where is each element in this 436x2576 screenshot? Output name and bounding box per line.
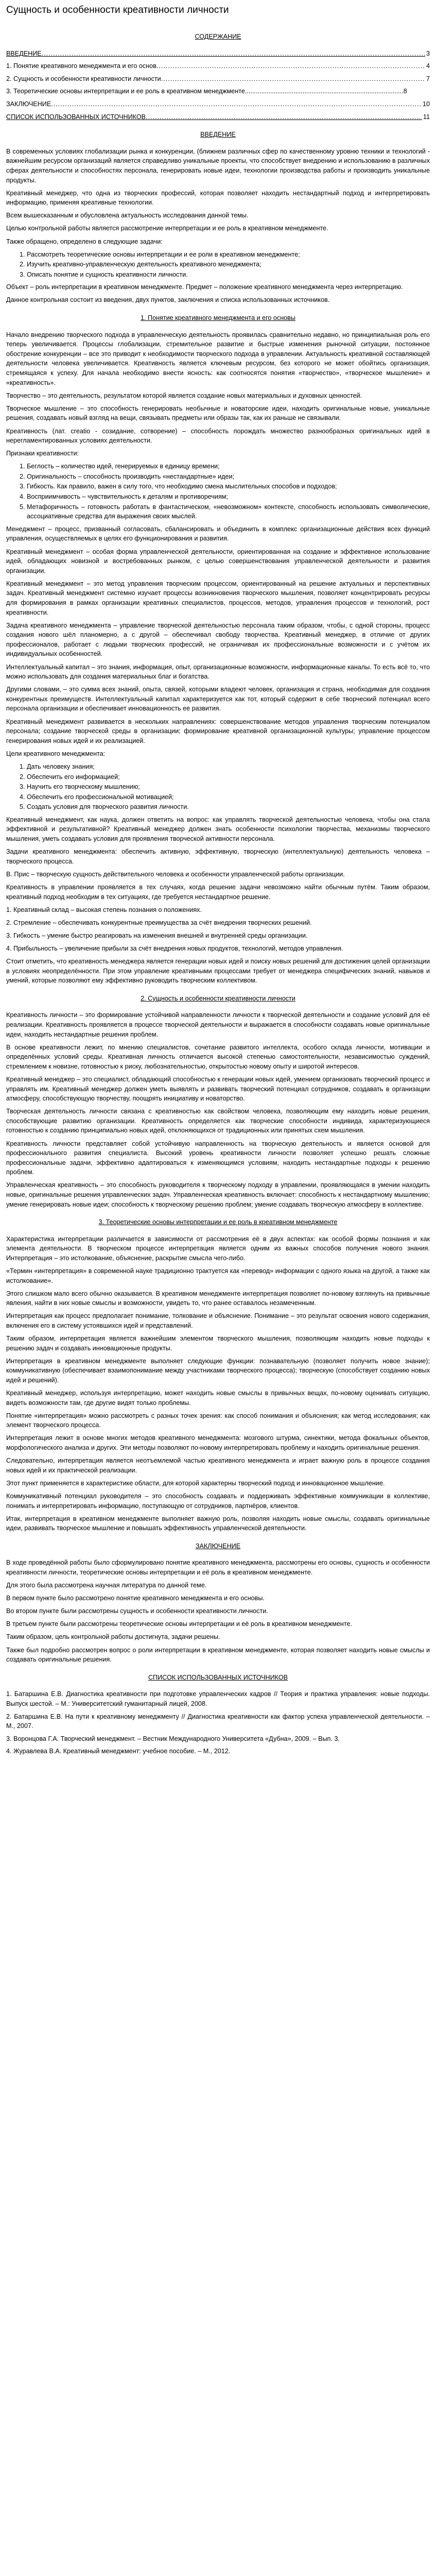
list-item: 5. Создать условия для творческого развития личности. [27,802,430,812]
paragraph: Интеллектуальный капитал – это знания, информация, опыт, организационные возможности, информационные каналы. То есть всё то, что можно использовать для создания материальных благ и богатства. [6,663,430,681]
paragraph: Стоит отметить, что креативность менеджера является генерации новых идей и поиску новых решений для достижения целей организации в условиях неопределённости. При этом управление креативными процессами требует от менеджера специфических знаний, навыков и умений, которые позволяют ему эффективно руководить творческим коллективом. [6,958,430,985]
list-item: 2. Обеспечить его информацией; [27,772,430,782]
paragraph: Креативность в управлении проявляется в тех случаях, когда решение задачи невозможно найти обычным путём. Таким образом, креативный подход необходим в тех ситуациях, где требуется нестандартное решение. [6,883,430,901]
document-body [0,32,436,1756]
list-item: 1. Беглость – количество идей, генерируемых в единицу времени; [27,462,430,471]
paragraph: Креативность личности представляет собой устойчивую направленность на творческую деятельность и является основой для профессионального развития специалиста. Высокий уровень креативности личности позволяет успешно решать сложные профессиональные задачи, эффективно адаптироваться к изменяющимся условиям, находить нестандартные подходы к решению проблем. [6,1140,430,1176]
paragraph: В третьем пункте были рассмотрены теоретические основы интерпретации и её роль в креативном менеджменте. [6,1620,352,1628]
list-item: 4. Восприимчивость – чувствительность к деталям и противоречиям; [27,492,430,502]
paragraph: «Термин «интерпретация» в современной науке традиционно трактуется как «перевод» информации с одного языка на другой, а также как истолкование». [6,1267,430,1284]
paragraph: 2. Стремление – обеспечивать конкурентные преимущества за счёт внедрения творческих решений. [6,919,312,926]
paragraph: Креативность (лат. creatio - созидание, сотворение) – способность порождать множество разнообразных оригинальных идей в нерегламентированных условиях деятельности. [6,427,430,445]
task-list [6,250,430,280]
section-heading-intro: ВВЕДЕНИЕ [200,131,236,139]
paragraph: Креативный менеджер, что одна из творческих профессий, которая позволяет находить нестандартный подход и интерпретировать информацию, применяя креативные технологии. [6,189,430,207]
paragraph: Интерпретация как процесс предполагает понимание, толкование и объяснение. Понимание – это результат освоения нового содержания, включения его в систему устоявшихся идей и представлений. [6,1312,430,1329]
paragraph: Творчество – это деятельность, результатом которой является создание новых материальных и духовных ценностей. [6,392,362,399]
section-heading-references: СПИСОК ИСПОЛЬЗОВАННЫХ ИСТОЧНИКОВ [148,1673,288,1681]
toc-row[interactable]: 1. Понятие креативного менеджмента и его основ ..... 4 [6,61,430,71]
list-item: 3. Гибкость. Как правило, важен в силу того, что необходимо смена мыслительных способов и подходов; [27,482,430,492]
signs-list [6,462,430,521]
toc-row[interactable]: СПИСОК ИСПОЛЬЗОВАННЫХ ИСТОЧНИКОВ ..... 11 [6,112,430,122]
paragraph: Целью контрольной работы является рассмотрение интерпретации и ее роль в креативном менеджменте. [6,225,328,232]
section-heading-1: 1. Понятие креативного менеджмента и его основы [141,314,295,322]
paragraph: Творческая деятельность личности связана с креативностью как свойством человека, позволяющим ему находить новые решения, способствующие развитию организации. Креативность определяется как творческие способности индивида, характеризующиеся готовностью к созданию принципиально новых идей, отклоняющихся от традиционных или принятых схем мышления. [6,1108,430,1134]
paragraph: 1. Креативный склад – высокая степень познания о положениях. [6,906,202,913]
paragraph: Креативный менеджмент – особая форма управленческой деятельности, ориентированная на создание и эффективное использование идей, обладающих новизной и востребованных рынком, с целью совершенствования управленческой деятельности и развития организации. [6,548,430,574]
section-heading-2: 2. Сущность и особенности креативности личности [141,994,295,1002]
paragraph: Таким образом, интерпретация является важнейшим элементом творческого мышления, позволяющим находить новые подходы к решению задач и создавать инновационные продукты. [6,1335,430,1352]
toc-row[interactable]: ВВЕДЕНИЕ ..... 3 [6,49,430,59]
paragraph: Понятие «интерпретация» можно рассмотреть с разных точек зрения: как способ понимания и объяснения; как метод исследования; как элемент творческого процесса. [6,1412,430,1429]
goals-list [6,762,430,812]
paragraph: Креативный менеджер, используя интерпретацию, может находить новые смыслы в привычных вещах, по-новому оценивать ситуацию, видеть возможности там, где другие видят только проблемы. [6,1389,430,1406]
paragraph: В современных условиях глобализации рынка и конкуренции, (ближнем различных сфер по качественному уровню техники и технологий - важнейшим ресурсом организаций является справедливо уникальные проекты, что способствует внедрению и использованию в различных сферах деятельности и способностях персонала, генерировать новые идеи, технологии производства работы и производить уникальные продукты. [6,147,430,184]
reference-item: 4. Журавлева В.А. Креативный менеджмент: учебное пособие. – М., 2012. [6,1748,231,1755]
paragraph: Этого слишком мало всего обычно оказывается. В креативном менеджменте интерпретация позволяет по-новому взглянуть на привычные явления, найти в них новые смыслы и возможности, увидеть то, что ранее оставалось незамеченным. [6,1290,430,1307]
toc-row[interactable]: ЗАКЛЮЧЕНИЕ ..... 10 [6,99,430,109]
paragraph: Креативный менеджмент развивается в нескольких направлениях: совершенствование методов управления творческим потенциалом персонала; создание творческой среды в организации; формирование креативной организационной культуры; управление процессом генерирования новых идей и их реализацией. [6,718,430,744]
paragraph: Задачи креативного менеджмента: обеспечить активную, эффективную, творческую (интеллектуальную) деятельность человека – творческого процесса. [6,848,430,865]
paragraph: В ходе проведённой работы было сформулировано понятие креативного менеджмента, рассмотрены его основы, сущность и особенности креативности личности, теоретические основы интерпретации и её роль в креативном менеджменте. [6,1559,430,1576]
reference-item: 2. Батаршина Е.В. На пути к креативному менеджменту // Диагностика креативности как фактор успеха управленческой деятельности. – М., 2007. [6,1713,430,1730]
paragraph: Менеджмент – процесс, призванный согласовать, сбалансировать и объединить в комплекс организационные действия всех функций управления, осуществляемых в целях его функционирования и развития. [6,525,430,543]
list-item: 1. Дать человеку знания; [27,762,430,772]
section-heading-conclusion: ЗАКЛЮЧЕНИЕ [195,1542,241,1550]
paragraph: Управленческая креативность – это способность руководителя к творческому подходу в управлении, проявляющаяся в умении находить новые, оригинальные решения управленческих задач. Управленческая креативность включает: способность к нестандартному мышлению; умение генерировать новые идеи; способность к творческому решению проблем; умение создавать творческую атмосферу в коллективе. [6,1181,430,1208]
list-item: 2. Изучить креативно-управленческую деятельность креативного менеджмента; [27,260,430,269]
paragraph: Интерпретация лежит в основе многих методов креативного менеджмента: мозгового штурма, синектики, метода фокальных объектов, морфологического анализа и других. Эти методы позволяют по-новому интерпретировать проблему и находить оригинальные решения. [6,1434,430,1452]
reference-item: 3. Воронцова Г.А. Творческий менеджмент. – Вестник Международного Университета «Дубна», 2009. – Вып. 3. [6,1735,340,1742]
paragraph: Начало внедрению творческого подхода в управленческую деятельность проявилась сравнительно недавно, но принципиальная роль его теперь увеличивается. Процессы глобализации, стремительное развитие и быстрые изменения рыночной ситуации, постоянное обострение конкуренции – все это приводит к необходимости творческого подхода в управлении. Актуальность креативной составляющей деятельности человека увеличивается. Креативность является ключевым ресурсом, без которого не может обойтись организация, стремящаяся к успеху. Для начала необходимо внести ясность: как соотносятся понятия «творчество», «творческое мышление» и «креативность». [6,331,430,386]
toc-heading: СОДЕРЖАНИЕ [195,33,241,40]
paragraph: Объект – роль интерпретации в креативном менеджменте. Предмет – положение креативного менеджмента через интерпретацию. [6,283,403,291]
paragraph: 3. Гибкость – умение быстро реагировать на изменения внешней и внутренней среды организации. [6,931,308,939]
paragraph: Творческое мышление – это способность генерировать необычные и новаторские идеи, находить оригинальные новые, уникальные решения, создавать новый взгляд на вещи, связывать предметы или образы так, как их раньше не связывали. [6,404,430,422]
paragraph: Во втором пункте были рассмотрены сущность и особенности креативности личности. [6,1607,268,1615]
paragraph: Также обращено, определено в следующие задачи: [6,238,163,245]
paragraph: Креативный менеджмент, как наука, должен ответить на вопрос: как управлять творческой деятельностью человека, чтобы она стала эффективной и результативной? Креативный менеджер должен знать особенности психологии творчества, механизмы творческого мышления, уметь создавать условия для проявления творческой активности персонала. [6,816,430,843]
paragraph: Для этого была рассмотрена научная литература по данной теме. [6,1582,207,1589]
paragraph: Креативный менеджмент – это метод управления творческим процессом, ориентированный на решение актуальных и перспективных задач. Креативный менеджмент системно изучает процессы возникновения творческого мышления, позволяет концентрировать ресурсы для формирования в рамках организации креативных специалистов, процессов, методов, управления процессов и технологий, рост креативности. [6,580,430,616]
paragraph: Следовательно, интерпретация является неотъемлемой частью креативного менеджмента и играет важную роль в процессе создания новых идей и их практической реализации. [6,1457,430,1474]
paragraph: Задача креативного менеджмента – управление творческой деятельностью персонала таким образом, чтобы, с одной стороны, процесс создания нового шёл планомерно, а с другой – обеспечивал свободу творчества. Креативный менеджер, в отличие от других профессионалов, работает с людьми творческих профессий, не ограничивая их профессиональные возможности и с учётом их индивидуальных особенностей. [6,621,430,658]
toc-row[interactable]: 2. Сущность и особенности креативности личности ..... 7 [6,74,430,84]
section-heading-3: 3. Теоретические основы интерпретации и ее роль в креативном менеджменте [98,1218,338,1226]
paragraph: В. Прис – творческую сущность действительного человека и особенности управленческой работы организации. [6,870,345,878]
paragraph: 4. Прибыльность – увеличение прибыли за счёт внедрения новых продуктов, технологий, методов управления. [6,944,343,952]
paragraph: Таким образом, цель контрольной работы достигнута, задачи решены. [6,1633,220,1641]
paragraph: В первом пункте было рассмотрено понятие креативного менеджмента и его основы. [6,1595,265,1602]
paragraph: Креативность личности – это формирование устойчивой направленности личности к творческой деятельности и создание условий для её реализации. Креативность проявляется в процессе творческой деятельности и выражается в способности создавать новые оригинальные идеи, находить нестандартные решения проблем. [6,1011,430,1038]
paragraph: Характеристика интерпретации различается в зависимости от рассмотрения её в двух аспектах: как особой формы познания и как элемента деятельности. В творческом процессе интерпретация является одним из важных способов получения нового знания. Интерпретация – это истолкование, объяснение, раскрытие смысла чего-либо. [6,1235,430,1262]
paragraph: Всем вышесказанным и обусловлена актуальность исследования данной темы. [6,212,249,219]
list-item: 4. Обеспечить его профессиональной мотивацией; [27,792,430,802]
paragraph: Признаки креативности: [6,450,79,457]
paragraph: Данное контрольная состоит из введения, двух пунктов, заключения и списка использованных источников. [6,296,330,304]
list-item: 5. Метафоричность – готовность работать в фантастическом, «невозможном» контексте, способность использовать символические, ассоциативные средства для выражения своих мыслей. [27,502,430,521]
paragraph: В основе креативности лежит, по мнению специалистов, сочетание развитого интеллекта, особого склада личности, мотивации и определённых условий среды. Креативная личность отличается высокой степенью самостоятельности, независимостью суждений, стремлением к новизне, готовностью к риску, любознательностью, открытостью новому опыту и широтой интересов. [6,1043,430,1070]
list-item: 3. Научить его творческому мышлению; [27,782,430,792]
paragraph: Коммуникативный потенциал руководителя – это способность создавать и поддерживать эффективные коммуникации в коллективе, понимать и интерпретировать информацию, поступающую от сотрудников, партнёров, клиентов. [6,1492,430,1510]
paragraph: Другими словами, – это сумма всех знаний, опыта, связей, которыми владеют человек, организация и страна, необходимая для создания конкурентных преимуществ. Интеллектуальный капитал характеризуется как тот, который содержит в себе творческий потенциал всего персонала организации и обеспечивает инновационность ее развития. [6,686,430,713]
document-title: Сущность и особенности креативности личности [6,5,229,15]
paragraph: Этот пункт применяется в характеристике области, для которой характерны творческий подход и инновационное мышление. [6,1479,385,1487]
paragraph: Также был подробно рассмотрен вопрос о роли интерпретации в креативном менеджменте, которая позволяет находить новые смыслы и создавать оригинальные решения. [6,1646,430,1664]
list-item: 1. Рассмотреть теоретические основы интерпретации и ее роли в креативном менеджменте; [27,250,430,260]
toc-row[interactable]: 3. Теоретические основы интерпретации и ее роль в креативном менеджменте........................................................................................8 [6,88,407,95]
paragraph: Креативный менеджер – это специалист, обладающий способностью к генерации новых идей, умением организовать творческий процесс и управлять им. Креативный менеджер должен уметь выявлять и развивать творческий потенциал сотрудников, создавать в организации атмосферу, способствующую творчеству, поощрять инициативу и новаторство. [6,1075,430,1103]
paragraph: Итак, интерпретация в креативном менеджменте выполняет важную роль, позволяя находить новые смыслы, создавать оригинальные идеи, развивать творческое мышление и повышать эффективность управленческой деятельности. [6,1515,430,1532]
list-item: 3. Описать понятие и сущность креативности личности. [27,270,430,280]
paragraph: Цели креативного менеджмента: [6,750,106,757]
paragraph: Интерпретация в креативном менеджменте выполняет следующие функции: познавательную (позволяет получить новое знание); коммуникативную (обеспечивает взаимопонимание между участниками творческого процесса); творческую (способствует созданию новых идей и решений). [6,1357,430,1384]
list-item: 2. Оригинальность – способность производить «нестандартные» идеи; [27,472,430,482]
reference-item: 1. Батаршина Е.В. Диагностика креативности при подготовке управленческих кадров // Теория и практика управления: новые подходы. Выпуск шестой. – М.: Университетский гуманитарный лицей, 2008. [6,1690,430,1707]
